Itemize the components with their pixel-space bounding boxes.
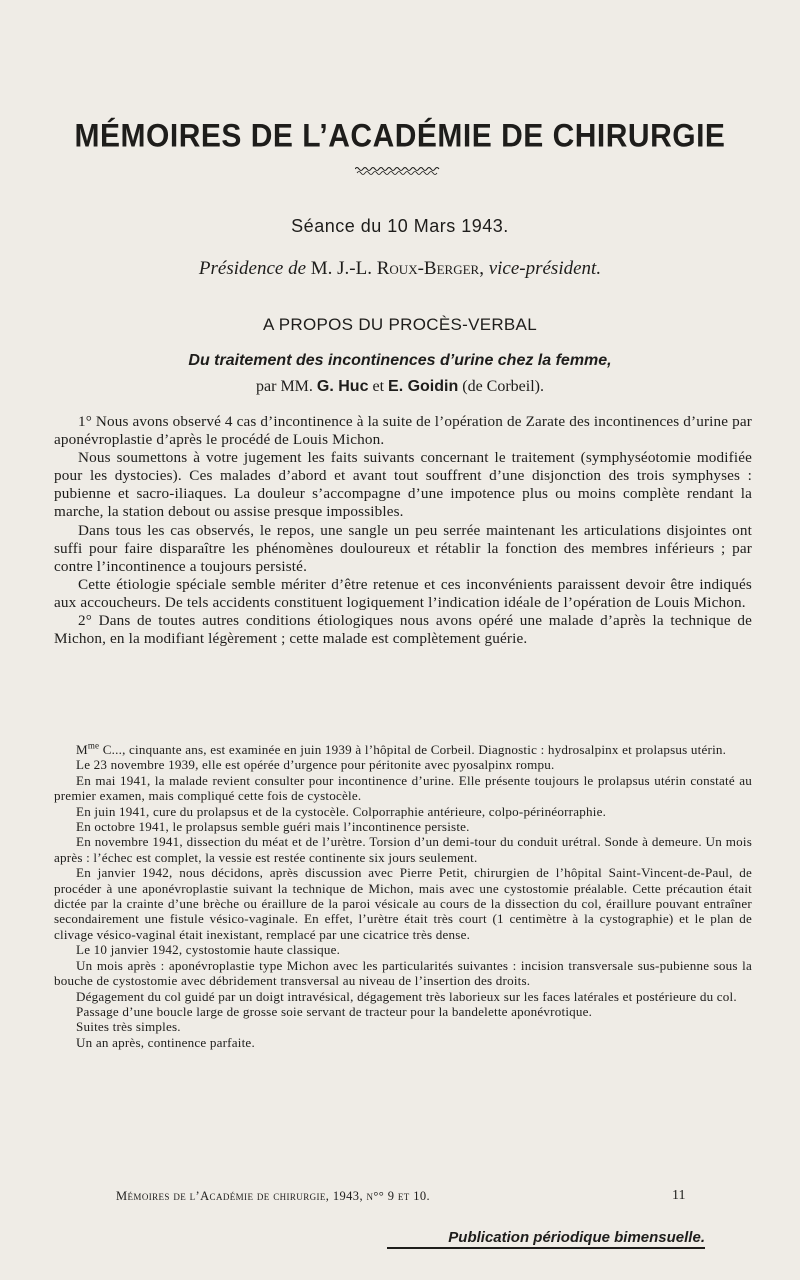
session-date: Séance du 10 Mars 1943. [291,216,509,236]
body-paragraph: Cette étiologie spéciale semble mériter d’être retenue et ces inconvénients paraissent devoir être indiqués aux accoucheurs. De tels accidents constituent logiquement l’indication idéale de l’opération de Louis Michon. [54,575,752,611]
president-initials: M. J.-L. [310,258,372,279]
presidency-prefix: Présidence de [198,258,307,279]
journal-reference [116,1189,536,1204]
author-goidin: E. Goidin [388,378,459,395]
journal-title: MÉMOIRES DE L’ACADÉMIE DE CHIRURGIE [74,118,726,155]
case-paragraph: En janvier 1942, nous décidons, après discussion avec Pierre Petit, chirurgien de l’hôpital Saint-Vincent-de-Paul, de procéder à une aponévroplastie suivant la technique de Michon, mais avec une cystostomie préalable. Cette précaution était dictée par la crainte d’une brèche ou éraillure de la paroi vésicale au cours de la dissection du col, éraillure pouvant entraîner secondairement une fistule vésico-vaginale. En effet, l’urètre était très court (1 centimètre à la cystographie) et le plan de clivage vésico-vaginal était inexistant, remplacé par une cicatrice très dense. [54,865,752,942]
body-paragraph: Nous soumettons à votre jugement les faits suivants concernant le traitement (symphyséotomie modifiée pour les dystocies). Ces malades d’abord et avant tout souffrent d’une disjonction des trois symphyses : pubienne et sacro-iliaques. La douleur s’accompagne d’une impotence plus ou moins complète rendant la marche, la station debout ou assise presque impossibles. [54,449,752,521]
article-body [54,413,752,648]
case-paragraph: Le 23 novembre 1939, elle est opérée d’urgence pour péritonite avec pyosalpinx rompu. [76,757,555,773]
case-paragraph: En mai 1941, la malade revient consulter pour incontinence d’urine. Elle présente toujours le prolapsus utérin constaté au premier examen, mais compliqué cette fois de cystocèle. [54,772,752,804]
page-number: 11 [672,1188,686,1203]
president-role: vice-président. [488,258,602,279]
author-huc: G. Huc [316,378,369,395]
case-paragraph: Passage d’une boucle large de grosse soie servant de tracteur pour la bandelette aponévrotique. [76,1003,593,1019]
publication-note: Publication périodique bimensuelle. [387,1229,705,1249]
case-paragraph: Suites très simples. [76,1019,181,1035]
article-title: Du traitement des incontinences d’urine chez la femme, [188,352,612,369]
body-paragraph: 1° Nous avons observé 4 cas d’incontinence à la suite de l’opération de Zarate des incontinences d’urine par aponévroplastie d’après le procédé de Louis Michon. [54,413,752,449]
case-paragraph: Un an après, continence parfaite. [76,1034,255,1050]
case-title-prefix: M [76,742,88,757]
case-report [54,742,752,1050]
authors-and: et [372,378,385,395]
section-heading: A PROPOS DU PROCÈS-VERBAL [263,315,537,334]
president-name: Roux-Berger, [376,258,484,279]
case-paragraph: En octobre 1941, le prolapsus semble guéri mais l’incontinence persiste. [76,819,470,835]
case-paragraph: Dégagement du col guidé par un doigt intravésical, dégagement très laborieux sur les faces latérales et postérieure du col. [76,988,737,1004]
case-paragraph: Un mois après : aponévroplastie type Michon avec les particularités suivantes : incision transversale sus-pubienne sous la bouche de cystostomie avec débridement transversal au niveau de l’insertion des droits. [54,957,752,989]
journal-reference-text: Mémoires de l’Académie de chirurgie, 1943, n°° 9 et 10. [116,1189,431,1203]
case-first-text: C..., cinquante ans, est examinée en juin 1939 à l’hôpital de Corbeil. Diagnostic : hydrosalpinx et prolapsus utérin. [99,742,727,757]
body-paragraph: Dans tous les cas observés, le repos, une sangle un peu serrée maintenant les articulations disjointes ont suffi pour faire disparaître les phénomènes douloureux et rétablir la fonction des membres inférieurs ; par contre l’incontinence a toujours persisté. [54,521,752,575]
article-authors [0,378,800,396]
authors-place: (de Corbeil). [462,378,544,395]
case-paragraph [54,742,752,757]
case-paragraph: En novembre 1941, dissection du méat et de l’urètre. Torsion d’un demi-tour du conduit urétral. Sonde à demeure. Un mois après : l’échec est complet, la vessie est restée continente six jours seulement. [54,834,752,865]
authors-prefix: par MM. [256,378,313,395]
case-title-sup: me [87,740,100,751]
body-paragraph: 2° Dans de toutes autres conditions étiologiques nous avons opéré une malade d’après la technique de Michon, en la modifiant légèrement ; cette malade est complètement guérie. [54,612,752,648]
wavy-rule-ornament [355,166,440,176]
presidency-line [0,258,800,280]
case-paragraph: En juin 1941, cure du prolapsus et de la cystocèle. Colporraphie antérieure, colpo-périnéorraphie. [76,803,607,819]
case-paragraph: Le 10 janvier 1942, cystostomie haute classique. [76,942,341,958]
